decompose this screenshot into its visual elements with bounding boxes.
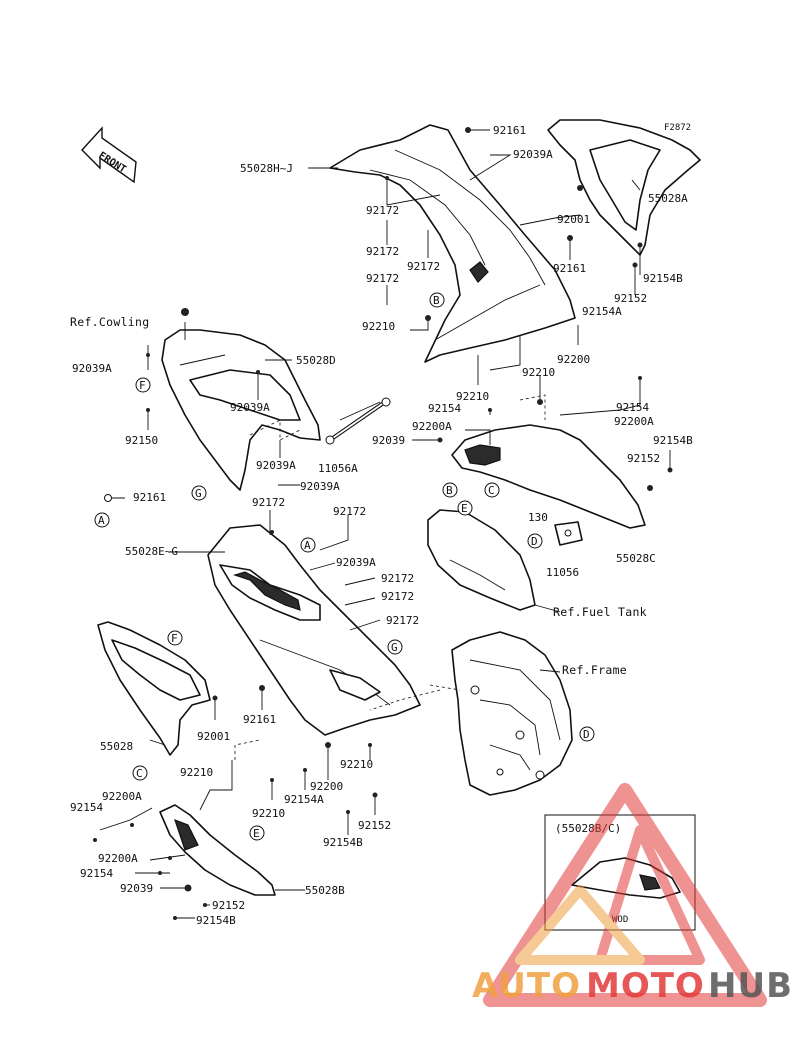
part-label: 92152 <box>358 819 392 832</box>
part-label: 92150 <box>125 434 159 447</box>
logo-part-auto: AUTO <box>472 966 581 1006</box>
part-label: 92172 <box>381 572 415 585</box>
marker-e-lower <box>250 826 264 840</box>
part-label: 11056 <box>546 566 580 579</box>
fuel-tank-reference <box>428 510 535 610</box>
part-label: 92200A <box>102 790 142 803</box>
part-label: 92200A <box>614 415 654 428</box>
svg-text:G: G <box>391 641 398 654</box>
automotohub-wordmark <box>472 966 793 1006</box>
front-direction-arrow <box>82 128 136 182</box>
svg-text:A: A <box>304 539 311 552</box>
inset-sublabel: WOD <box>612 915 629 925</box>
frame-reference <box>452 632 572 795</box>
part-label: 92001 <box>197 730 231 743</box>
marker-f-lower <box>168 631 182 645</box>
part-label: 55028B <box>305 884 345 897</box>
marker-b-mid <box>443 483 457 497</box>
part-label: 92154 <box>80 867 114 880</box>
part-label: 92154B <box>653 434 693 447</box>
part-label: 92161 <box>243 713 277 726</box>
part-label: 92172 <box>381 590 415 603</box>
part-label: 92154A <box>284 793 324 806</box>
marker-d-right <box>528 534 542 548</box>
middle-cowl-55028e-g <box>208 525 420 735</box>
part-label: 92154B <box>196 914 236 927</box>
svg-text:F: F <box>171 632 178 645</box>
svg-text:B: B <box>433 294 440 307</box>
part-label: 92154B <box>323 836 363 849</box>
part-label: 92172 <box>252 496 286 509</box>
part-label: 92039A <box>72 362 112 375</box>
ref-fuel-tank-label: Ref.Fuel Tank <box>553 605 647 619</box>
marker-g-lower <box>388 640 402 654</box>
side-panel-55028a <box>548 120 700 255</box>
part-label: 92039A <box>336 556 376 569</box>
logo-part-moto: MOTO <box>586 966 705 1006</box>
part-label: 92001 <box>557 213 591 226</box>
small-panel-55028 <box>98 622 210 755</box>
part-label: 55028C <box>616 552 656 565</box>
part-label: 92210 <box>456 390 490 403</box>
logo-part-hub: HUB <box>708 966 793 1006</box>
part-label: 92172 <box>366 245 400 258</box>
part-label: 92039 <box>372 434 406 447</box>
part-label: 11056A <box>318 462 358 475</box>
part-label: 92210 <box>362 320 396 333</box>
part-label: 92210 <box>340 758 374 771</box>
marker-e-mid <box>458 501 472 515</box>
part-label: 92152 <box>614 292 648 305</box>
svg-text:C: C <box>136 767 143 780</box>
svg-text:C: C <box>488 484 495 497</box>
part-label: 92154B <box>643 272 683 285</box>
figure-code: F2872 <box>664 123 692 133</box>
part-label: 92039 <box>120 882 154 895</box>
part-label: 92039A <box>256 459 296 472</box>
part-label: 92161 <box>133 491 167 504</box>
part-label: 92039A <box>300 480 340 493</box>
part-label: 92154 <box>616 401 650 414</box>
part-label: 92152 <box>212 899 246 912</box>
part-label: 92172 <box>407 260 441 273</box>
front-label: FRONT <box>96 150 128 176</box>
part-label: 92154 <box>70 801 104 814</box>
svg-text:D: D <box>583 728 590 741</box>
part-label: 130 <box>528 511 548 524</box>
part-label: 92200A <box>412 420 452 433</box>
part-label: 55028H~J <box>240 162 293 175</box>
part-label: 55028A <box>648 192 688 205</box>
part-label: 92161 <box>493 124 527 137</box>
part-label: 92172 <box>386 614 420 627</box>
ref-cowling-label: Ref.Cowling <box>70 315 150 329</box>
inset-title: (55028B/C) <box>555 822 622 835</box>
marker-a-mid <box>301 538 315 552</box>
part-label: 92200A <box>98 852 138 865</box>
bracket-11056 <box>555 522 582 545</box>
part-label: 92154 <box>428 402 462 415</box>
part-label: 92039A <box>513 148 553 161</box>
svg-text:E: E <box>461 502 468 515</box>
part-label: 92200 <box>557 353 591 366</box>
marker-a-left <box>95 513 109 527</box>
svg-text:B: B <box>446 484 453 497</box>
part-label: 92152 <box>627 452 661 465</box>
part-number-labels <box>70 124 693 927</box>
part-label: 92039A <box>230 401 270 414</box>
ref-frame-label: Ref.Frame <box>562 663 628 677</box>
lower-panel-55028c <box>452 425 645 528</box>
part-label: 55028E~G <box>125 545 178 558</box>
part-label: 92172 <box>366 204 400 217</box>
part-label: 92161 <box>553 262 587 275</box>
marker-b-upper <box>430 293 444 307</box>
part-label: 92154A <box>582 305 622 318</box>
svg-text:A: A <box>98 514 105 527</box>
part-label: 92172 <box>333 505 367 518</box>
part-label: 92172 <box>366 272 400 285</box>
svg-text:D: D <box>531 535 538 548</box>
svg-text:E: E <box>253 827 260 840</box>
part-label: 92200 <box>310 780 344 793</box>
marker-c-lower <box>133 766 147 780</box>
svg-text:G: G <box>195 487 202 500</box>
marker-f-upper <box>136 378 150 392</box>
part-label: 55028D <box>296 354 336 367</box>
part-label: 92210 <box>180 766 214 779</box>
marker-g-upper <box>192 486 206 500</box>
part-label: 92210 <box>522 366 556 379</box>
marker-c-mid <box>485 483 499 497</box>
part-label: 55028 <box>100 740 134 753</box>
marker-d-frame <box>580 727 594 741</box>
part-label: 92210 <box>252 807 286 820</box>
svg-text:F: F <box>139 379 146 392</box>
